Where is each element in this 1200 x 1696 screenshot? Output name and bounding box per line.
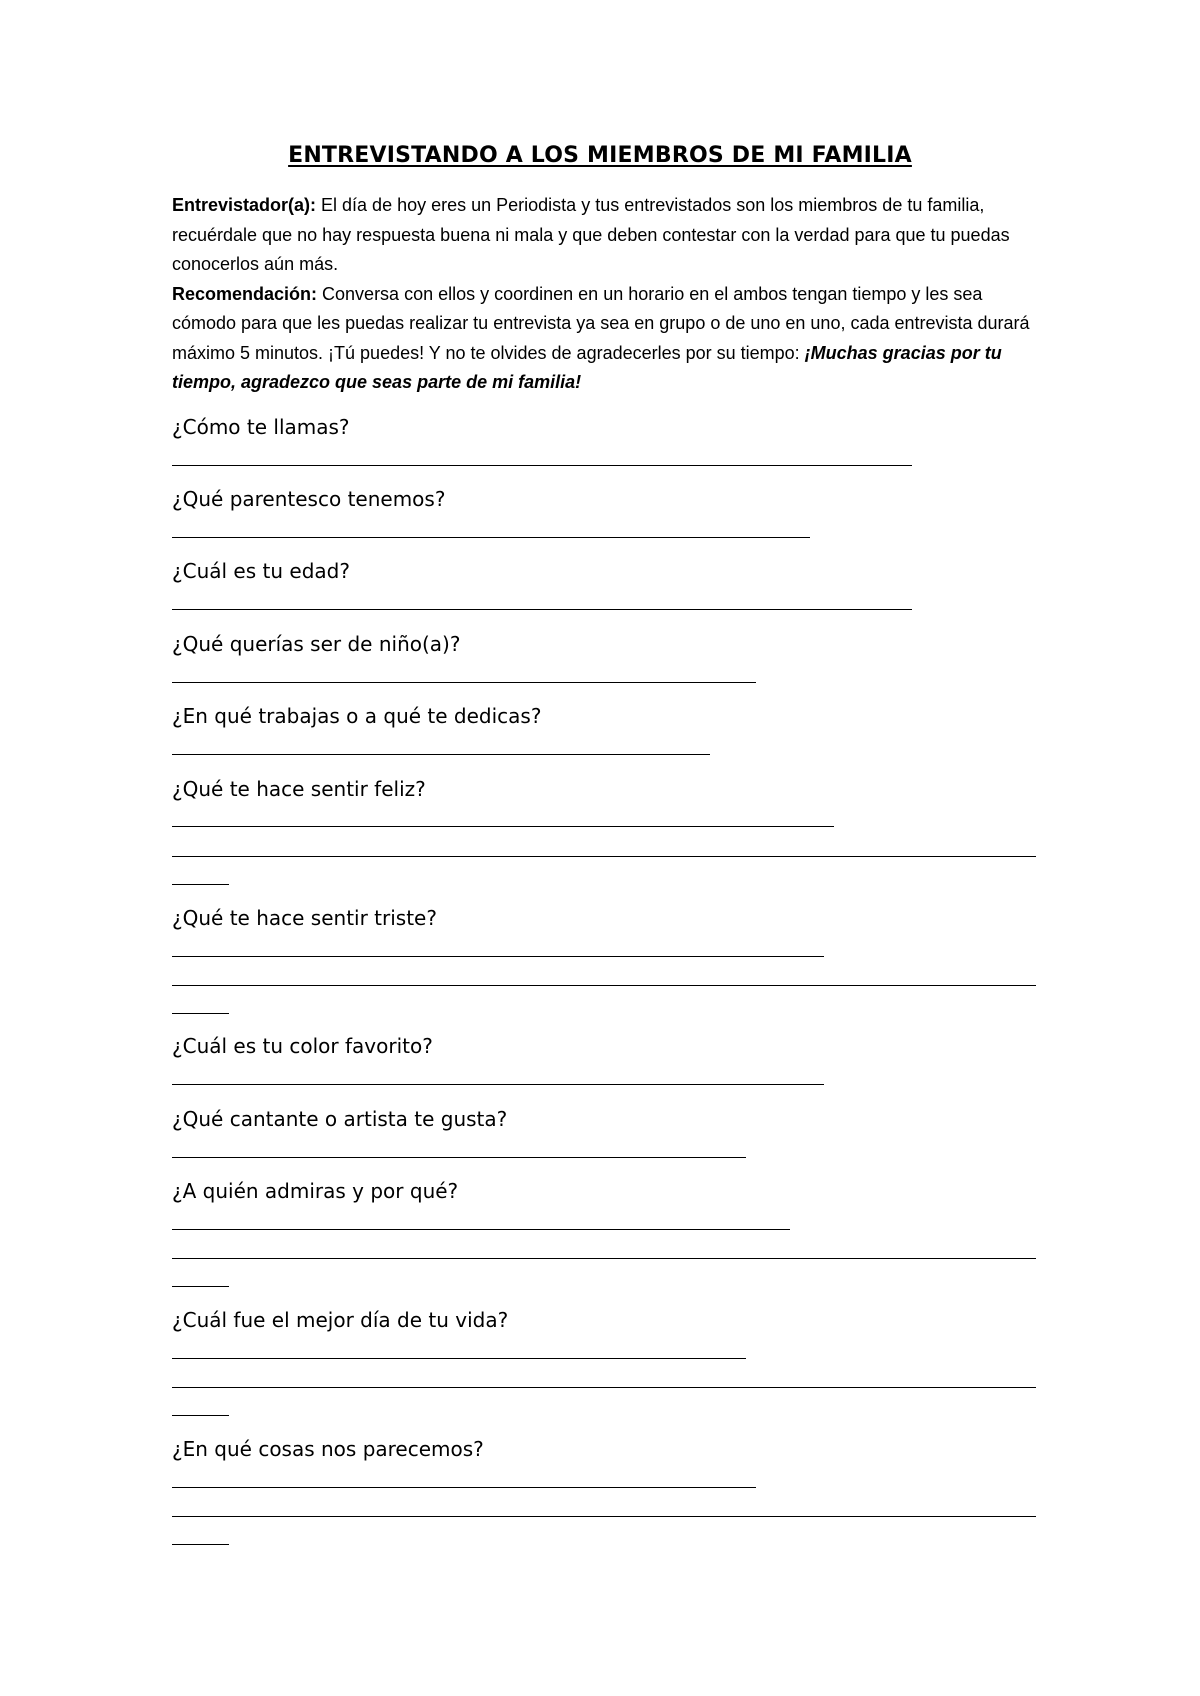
answer-line[interactable] xyxy=(172,1286,229,1287)
interviewer-paragraph xyxy=(172,191,1032,280)
question-12: ¿En qué cosas nos parecemos? xyxy=(172,1437,484,1461)
answer-line[interactable] xyxy=(172,856,1036,857)
question-6: ¿Qué te hace sentir feliz? xyxy=(172,777,426,801)
recommendation-label: Recomendación: xyxy=(172,283,318,304)
answer-line[interactable] xyxy=(172,537,810,538)
recommendation-text: Conversa con ellos y coordinen en un horario en el ambos tengan tiempo y les sea cómodo para que les puedas realizar tu entrevista ya sea en grupo o de uno en uno, cada entrevista durará máximo 5 minutos. ¡Tú puedes! Y no te olvides de agradecerles por su tiempo: xyxy=(172,283,1030,363)
answer-line[interactable] xyxy=(172,985,1036,986)
closing-phrase: ¡Muchas gracias por tu tiempo, agradezco que seas parte de mi familia! xyxy=(172,342,1002,392)
question-8: ¿Cuál es tu color favorito? xyxy=(172,1034,433,1058)
interviewer-text: El día de hoy eres un Periodista y tus entrevistados son los miembros de tu familia, recuérdale que no hay respuesta buena ni mala y que deben contestar con la verdad para que tu puedas conocerlos aún más. xyxy=(172,195,1010,274)
question-11: ¿Cuál fue el mejor día de tu vida? xyxy=(172,1308,509,1332)
answer-line[interactable] xyxy=(172,465,912,466)
answer-line[interactable] xyxy=(172,1084,824,1085)
question-10: ¿A quién admiras y por qué? xyxy=(172,1179,459,1203)
question-3: ¿Cuál es tu edad? xyxy=(172,559,350,583)
answer-line[interactable] xyxy=(172,1487,756,1488)
answer-line[interactable] xyxy=(172,682,756,683)
answer-line[interactable] xyxy=(172,1157,746,1158)
question-1: ¿Cómo te llamas? xyxy=(172,415,350,439)
answer-line[interactable] xyxy=(172,826,834,827)
answer-line[interactable] xyxy=(172,1013,229,1014)
answer-line[interactable] xyxy=(172,1415,229,1416)
answer-line[interactable] xyxy=(172,754,710,755)
answer-line[interactable] xyxy=(172,1516,1036,1517)
page-title: ENTREVISTANDO A LOS MIEMBROS DE MI FAMILIA xyxy=(288,143,912,168)
question-7: ¿Qué te hace sentir triste? xyxy=(172,906,437,930)
question-9: ¿Qué cantante o artista te gusta? xyxy=(172,1107,508,1131)
question-4: ¿Qué querías ser de niño(a)? xyxy=(172,632,461,656)
answer-line[interactable] xyxy=(172,1544,229,1545)
answer-line[interactable] xyxy=(172,1387,1036,1388)
answer-line[interactable] xyxy=(172,884,229,885)
question-2: ¿Qué parentesco tenemos? xyxy=(172,487,446,511)
answer-line[interactable] xyxy=(172,609,912,610)
question-5: ¿En qué trabajas o a qué te dedicas? xyxy=(172,704,542,728)
recommendation-paragraph xyxy=(172,280,1032,398)
interviewer-label: Entrevistador(a): xyxy=(172,195,317,215)
answer-line[interactable] xyxy=(172,956,824,957)
instructions xyxy=(172,191,1032,398)
answer-line[interactable] xyxy=(172,1258,1036,1259)
answer-line[interactable] xyxy=(172,1229,790,1230)
answer-line[interactable] xyxy=(172,1358,746,1359)
